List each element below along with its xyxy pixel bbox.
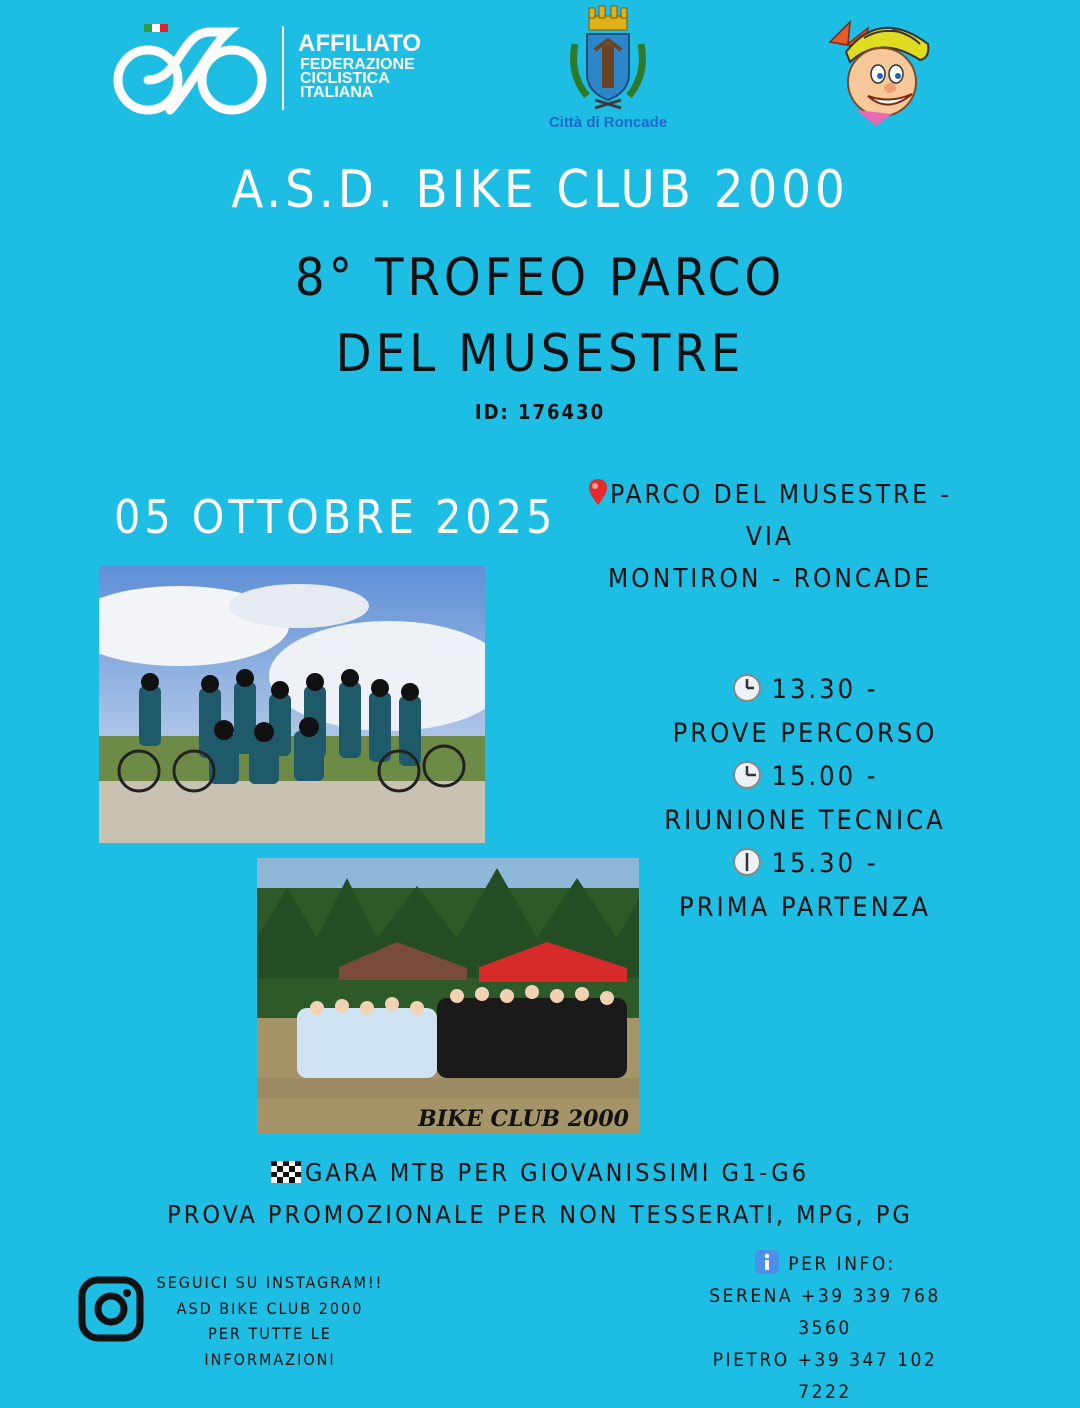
instagram-icon[interactable] <box>78 1276 144 1342</box>
trophy-title-line-1: 8° TROFEO PARCO <box>294 248 786 308</box>
race-promo-line: PROVA PROMOZIONALE PER NON TESSERATI, MPG, PG <box>167 1200 913 1229</box>
fci-federation-text <box>300 58 415 100</box>
team-riders-photo <box>99 566 485 843</box>
location-line-1 <box>580 474 960 558</box>
location-text-1: PARCO DEL MUSESTRE - VIA <box>610 480 952 552</box>
map-pin-icon <box>588 478 608 506</box>
schedule <box>660 668 950 929</box>
bike-club-banner-text: BIKE CLUB 2000 <box>418 1106 629 1132</box>
fci-line-3: ITALIANA <box>300 84 374 101</box>
roncade-crest-icon <box>565 4 651 114</box>
clock-icon <box>732 673 762 703</box>
instagram-line-3: PER TUTTE LE INFORMAZIONI <box>204 1324 336 1369</box>
fci-line-1: FEDERAZIONE <box>300 56 415 73</box>
info-icon <box>754 1249 780 1275</box>
trophy-title-line-2: DEL MUSESTRE <box>335 324 745 384</box>
instagram-text <box>150 1270 390 1372</box>
cyclist-mascot-icon <box>820 14 940 128</box>
fci-line-2: CICLISTICA <box>300 70 390 87</box>
roncade-caption: Città di Roncade <box>548 114 668 131</box>
contact-title: PER INFO: <box>690 1248 960 1280</box>
event-location <box>580 474 960 600</box>
fci-affiliato-text: AFFILIATO <box>298 30 422 57</box>
contact-pietro: PIETRO +39 347 102 7222 <box>712 1349 938 1403</box>
event-date: 05 OTTOBRE 2025 <box>114 490 557 544</box>
contact-info <box>690 1248 960 1408</box>
schedule-activity-3: PRIMA PARTENZA <box>678 891 931 923</box>
schedule-time-3: 15.30 - <box>660 842 950 886</box>
club-title: A.S.D. BIKE CLUB 2000 <box>231 160 849 220</box>
schedule-activity-1: PROVE PERCORSO <box>672 717 938 749</box>
clock-icon <box>732 847 762 877</box>
checkered-flag-icon <box>271 1161 301 1183</box>
contact-serena: SERENA +39 339 768 3560 <box>709 1285 941 1339</box>
location-line-2: MONTIRON - RONCADE <box>608 564 932 594</box>
team-group-photo <box>257 858 639 1134</box>
race-category-line: GARA MTB PER GIOVANISSIMI G1-G6 <box>0 1158 1080 1187</box>
clock-icon <box>732 760 762 790</box>
event-id: ID: 176430 <box>474 400 606 424</box>
instagram-line-1: SEGUICI SU INSTAGRAM!! <box>156 1273 384 1292</box>
fci-separator <box>282 26 284 110</box>
instagram-line-2: ASD BIKE CLUB 2000 <box>176 1298 364 1318</box>
schedule-activity-2: RIUNIONE TECNICA <box>664 804 946 836</box>
schedule-time-2: 15.00 - <box>660 755 950 799</box>
schedule-time-1: 13.30 - <box>660 668 950 712</box>
